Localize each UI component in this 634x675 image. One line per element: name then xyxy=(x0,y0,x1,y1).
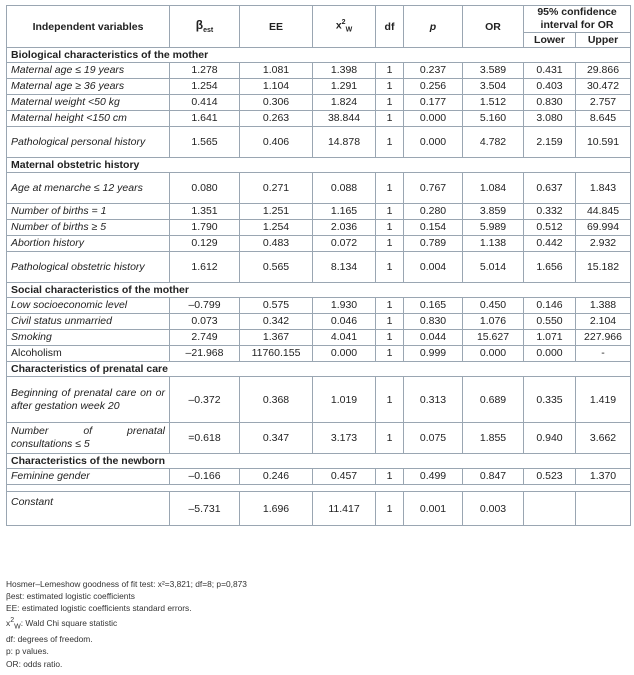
ee-cell: 1.104 xyxy=(240,79,313,95)
header-ee: EE xyxy=(240,6,313,48)
lower-cell: 0.403 xyxy=(524,79,576,95)
df-cell: 1 xyxy=(376,95,404,111)
spacer-cell xyxy=(7,485,631,492)
lower-cell: 0.523 xyxy=(524,469,576,485)
chi2-cell: 2.036 xyxy=(313,220,376,236)
lower-cell: 0.442 xyxy=(524,236,576,252)
table-row xyxy=(7,346,631,362)
table-notes xyxy=(6,578,247,670)
chi2-cell: 38.844 xyxy=(313,111,376,127)
note-chi xyxy=(6,615,247,634)
p-cell: 0.004 xyxy=(404,252,463,283)
p-cell: 0.165 xyxy=(404,298,463,314)
or-cell: 5.014 xyxy=(463,252,524,283)
df-cell: 1 xyxy=(376,314,404,330)
ee-cell: 0.271 xyxy=(240,173,313,204)
or-cell: 1.076 xyxy=(463,314,524,330)
section-title: Maternal obstetric history xyxy=(7,158,631,173)
header-ci-line1: 95% confidence xyxy=(537,6,617,18)
chi2-cell: 0.046 xyxy=(313,314,376,330)
section-header-row xyxy=(7,48,631,63)
p-cell: 0.237 xyxy=(404,63,463,79)
upper-cell: 1.419 xyxy=(576,377,631,423)
lower-cell: 0.332 xyxy=(524,204,576,220)
lower-cell: 0.431 xyxy=(524,63,576,79)
p-cell: 0.154 xyxy=(404,220,463,236)
upper-cell: 8.645 xyxy=(576,111,631,127)
beta-cell: =0.618 xyxy=(170,423,240,454)
chi2-cell: 1.930 xyxy=(313,298,376,314)
table-row xyxy=(7,111,631,127)
lower-cell: 0.335 xyxy=(524,377,576,423)
header-lower: Lower xyxy=(524,33,576,48)
note-ee: EE: estimated logistic coefficients standard errors. xyxy=(6,603,192,614)
header-ci xyxy=(524,6,631,33)
variable-cell: Number of births ≥ 5 xyxy=(7,220,170,236)
or-cell: 4.782 xyxy=(463,127,524,158)
or-cell: 0.450 xyxy=(463,298,524,314)
table-row xyxy=(7,204,631,220)
or-cell: 0.689 xyxy=(463,377,524,423)
note-chi-sup: 2 xyxy=(10,616,15,624)
p-cell: 0.499 xyxy=(404,469,463,485)
df-cell: 1 xyxy=(376,346,404,362)
constant-p-cell: 0.001 xyxy=(404,492,463,526)
chi2-cell: 1.165 xyxy=(313,204,376,220)
or-cell: 1.512 xyxy=(463,95,524,111)
or-cell: 0.000 xyxy=(463,346,524,362)
ee-cell: 1.081 xyxy=(240,63,313,79)
table-row xyxy=(7,252,631,283)
beta-cell: 2.749 xyxy=(170,330,240,346)
header-chi-sub: W xyxy=(345,26,353,34)
header-ci-line2: interval for OR xyxy=(540,19,614,31)
ee-cell: 1.367 xyxy=(240,330,313,346)
ee-cell: 0.565 xyxy=(240,252,313,283)
beta-cell: 1.790 xyxy=(170,220,240,236)
note-beta-est: βest: estimated logistic coefficients xyxy=(6,591,135,602)
variable-cell: Alcoholism xyxy=(7,346,170,362)
header-row xyxy=(7,6,631,33)
ee-cell: 0.263 xyxy=(240,111,313,127)
upper-cell: 2.932 xyxy=(576,236,631,252)
lower-cell: 0.830 xyxy=(524,95,576,111)
beta-cell: 1.278 xyxy=(170,63,240,79)
beta-cell: –0.372 xyxy=(170,377,240,423)
ee-cell: 0.575 xyxy=(240,298,313,314)
p-cell: 0.313 xyxy=(404,377,463,423)
p-cell: 0.000 xyxy=(404,127,463,158)
p-cell: 0.000 xyxy=(404,111,463,127)
note-chi-symbol: x xyxy=(6,617,11,628)
chi2-cell: 1.019 xyxy=(313,377,376,423)
upper-cell: 10.591 xyxy=(576,127,631,158)
chi2-cell: 0.000 xyxy=(313,346,376,362)
lower-cell: 2.159 xyxy=(524,127,576,158)
constant-beta-cell: –5.731 xyxy=(170,492,240,526)
lower-cell: 3.080 xyxy=(524,111,576,127)
upper-cell: 69.994 xyxy=(576,220,631,236)
variable-cell: Beginning of prenatal care on or after gestation week 20 xyxy=(7,377,170,423)
df-cell: 1 xyxy=(376,173,404,204)
note-hosmer: Hosmer–Lemeshow goodness of fit test: x²=3,821; df=8; p=0,873 xyxy=(6,579,247,589)
header-beta xyxy=(170,6,240,48)
beta-cell: –21.968 xyxy=(170,346,240,362)
df-cell: 1 xyxy=(376,63,404,79)
ee-cell: 1.251 xyxy=(240,204,313,220)
section-title: Characteristics of prenatal care xyxy=(7,362,631,377)
ee-cell: 0.406 xyxy=(240,127,313,158)
note-or: OR: odds ratio. xyxy=(6,658,63,669)
ee-cell: 0.368 xyxy=(240,377,313,423)
section-title: Characteristics of the newborn xyxy=(7,454,631,469)
ee-cell: 0.306 xyxy=(240,95,313,111)
upper-cell: 30.472 xyxy=(576,79,631,95)
variable-cell: Smoking xyxy=(7,330,170,346)
chi2-cell: 1.824 xyxy=(313,95,376,111)
table-row xyxy=(7,127,631,158)
table-row xyxy=(7,298,631,314)
or-cell: 5.989 xyxy=(463,220,524,236)
or-cell: 3.859 xyxy=(463,204,524,220)
beta-cell: 1.612 xyxy=(170,252,240,283)
lower-cell: 0.940 xyxy=(524,423,576,454)
upper-cell: 2.757 xyxy=(576,95,631,111)
df-cell: 1 xyxy=(376,204,404,220)
upper-cell: 1.388 xyxy=(576,298,631,314)
chi2-cell: 14.878 xyxy=(313,127,376,158)
beta-cell: 0.080 xyxy=(170,173,240,204)
section-title: Biological characteristics of the mother xyxy=(7,48,631,63)
p-cell: 0.044 xyxy=(404,330,463,346)
df-cell: 1 xyxy=(376,111,404,127)
beta-cell: 0.129 xyxy=(170,236,240,252)
table-row xyxy=(7,469,631,485)
ee-cell: 1.254 xyxy=(240,220,313,236)
header-independent-variables: Independent variables xyxy=(7,6,170,48)
df-cell: 1 xyxy=(376,220,404,236)
regression-table xyxy=(6,5,631,526)
upper-cell: 227.966 xyxy=(576,330,631,346)
or-cell: 3.589 xyxy=(463,63,524,79)
variable-cell: Low socioeconomic level xyxy=(7,298,170,314)
table-body xyxy=(7,48,631,526)
constant-label: Constant xyxy=(7,492,170,526)
lower-cell: 0.146 xyxy=(524,298,576,314)
df-cell: 1 xyxy=(376,298,404,314)
beta-cell: 1.351 xyxy=(170,204,240,220)
df-cell: 1 xyxy=(376,127,404,158)
ee-cell: 11760.155 xyxy=(240,346,313,362)
p-cell: 0.830 xyxy=(404,314,463,330)
section-title: Social characteristics of the mother xyxy=(7,283,631,298)
lower-cell: 0.637 xyxy=(524,173,576,204)
df-cell: 1 xyxy=(376,423,404,454)
or-cell: 3.504 xyxy=(463,79,524,95)
upper-cell: 44.845 xyxy=(576,204,631,220)
chi2-cell: 0.072 xyxy=(313,236,376,252)
chi2-cell: 1.398 xyxy=(313,63,376,79)
variable-cell: Age at menarche ≤ 12 years xyxy=(7,173,170,204)
p-cell: 0.280 xyxy=(404,204,463,220)
lower-cell: 0.550 xyxy=(524,314,576,330)
p-cell: 0.256 xyxy=(404,79,463,95)
variable-cell: Pathological personal history xyxy=(7,127,170,158)
lower-cell: 1.656 xyxy=(524,252,576,283)
chi2-cell: 0.457 xyxy=(313,469,376,485)
or-cell: 1.855 xyxy=(463,423,524,454)
variable-cell: Maternal height <150 cm xyxy=(7,111,170,127)
variable-cell: Civil status unmarried xyxy=(7,314,170,330)
or-cell: 5.160 xyxy=(463,111,524,127)
table-row xyxy=(7,220,631,236)
variable-cell: Number of births = 1 xyxy=(7,204,170,220)
ee-cell: 0.342 xyxy=(240,314,313,330)
p-cell: 0.075 xyxy=(404,423,463,454)
table-row xyxy=(7,95,631,111)
df-cell: 1 xyxy=(376,330,404,346)
section-header-row xyxy=(7,283,631,298)
constant-ee-cell: 1.696 xyxy=(240,492,313,526)
ee-cell: 0.347 xyxy=(240,423,313,454)
beta-cell: –0.799 xyxy=(170,298,240,314)
lower-cell: 0.000 xyxy=(524,346,576,362)
variable-cell: Feminine gender xyxy=(7,469,170,485)
chi2-cell: 0.088 xyxy=(313,173,376,204)
chi2-cell: 1.291 xyxy=(313,79,376,95)
df-cell: 1 xyxy=(376,252,404,283)
constant-df-cell: 1 xyxy=(376,492,404,526)
upper-cell: 29.866 xyxy=(576,63,631,79)
chi2-cell: 3.173 xyxy=(313,423,376,454)
table-row xyxy=(7,63,631,79)
or-cell: 1.084 xyxy=(463,173,524,204)
or-cell: 1.138 xyxy=(463,236,524,252)
upper-cell: 1.370 xyxy=(576,469,631,485)
table-row xyxy=(7,314,631,330)
variable-cell: Number of prenatal consultations ≤ 5 xyxy=(7,423,170,454)
upper-cell: 15.182 xyxy=(576,252,631,283)
df-cell: 1 xyxy=(376,377,404,423)
section-header-row xyxy=(7,362,631,377)
beta-cell: 0.414 xyxy=(170,95,240,111)
table-row xyxy=(7,173,631,204)
or-cell: 0.847 xyxy=(463,469,524,485)
section-header-row xyxy=(7,454,631,469)
note-df: df: degrees of freedom. xyxy=(6,634,93,645)
chi2-cell: 8.134 xyxy=(313,252,376,283)
beta-cell: 1.641 xyxy=(170,111,240,127)
header-df: df xyxy=(376,6,404,48)
note-chi-text: : Wald Chi square statistic xyxy=(20,617,118,628)
beta-cell: 1.254 xyxy=(170,79,240,95)
p-cell: 0.767 xyxy=(404,173,463,204)
beta-cell: 0.073 xyxy=(170,314,240,330)
header-upper: Upper xyxy=(576,33,631,48)
variable-cell: Abortion history xyxy=(7,236,170,252)
beta-cell: 1.565 xyxy=(170,127,240,158)
variable-cell: Maternal age ≥ 36 years xyxy=(7,79,170,95)
section-header-row xyxy=(7,158,631,173)
header-beta-symbol: β xyxy=(195,18,204,33)
header-p: p xyxy=(404,6,463,48)
table-row xyxy=(7,330,631,346)
constant-or-cell: 0.003 xyxy=(463,492,524,526)
chi2-cell: 4.041 xyxy=(313,330,376,346)
constant-upper-cell xyxy=(576,492,631,526)
upper-cell: 2.104 xyxy=(576,314,631,330)
variable-cell: Maternal weight <50 kg xyxy=(7,95,170,111)
ee-cell: 0.246 xyxy=(240,469,313,485)
df-cell: 1 xyxy=(376,236,404,252)
constant-chi2-cell: 11.417 xyxy=(313,492,376,526)
ee-cell: 0.483 xyxy=(240,236,313,252)
lower-cell: 1.071 xyxy=(524,330,576,346)
constant-row xyxy=(7,492,631,526)
p-cell: 0.789 xyxy=(404,236,463,252)
header-chi2 xyxy=(313,6,376,48)
note-chi-sub: W xyxy=(14,623,21,631)
header-beta-sub: est xyxy=(203,27,214,35)
df-cell: 1 xyxy=(376,469,404,485)
p-cell: 0.177 xyxy=(404,95,463,111)
upper-cell: 3.662 xyxy=(576,423,631,454)
p-cell: 0.999 xyxy=(404,346,463,362)
or-cell: 15.627 xyxy=(463,330,524,346)
variable-cell: Pathological obstetric history xyxy=(7,252,170,283)
table-row xyxy=(7,377,631,423)
spacer-row xyxy=(7,485,631,492)
table-row xyxy=(7,236,631,252)
table-row xyxy=(7,423,631,454)
variable-cell: Maternal age ≤ 19 years xyxy=(7,63,170,79)
df-cell: 1 xyxy=(376,79,404,95)
header-chi-symbol: x xyxy=(335,19,342,32)
constant-lower-cell xyxy=(524,492,576,526)
note-p: p: p values. xyxy=(6,646,49,657)
beta-cell: –0.166 xyxy=(170,469,240,485)
header-or: OR xyxy=(463,6,524,48)
lower-cell: 0.512 xyxy=(524,220,576,236)
upper-cell: 1.843 xyxy=(576,173,631,204)
table-row xyxy=(7,79,631,95)
header-chi-sup: 2 xyxy=(341,19,346,27)
upper-cell: - xyxy=(576,346,631,362)
